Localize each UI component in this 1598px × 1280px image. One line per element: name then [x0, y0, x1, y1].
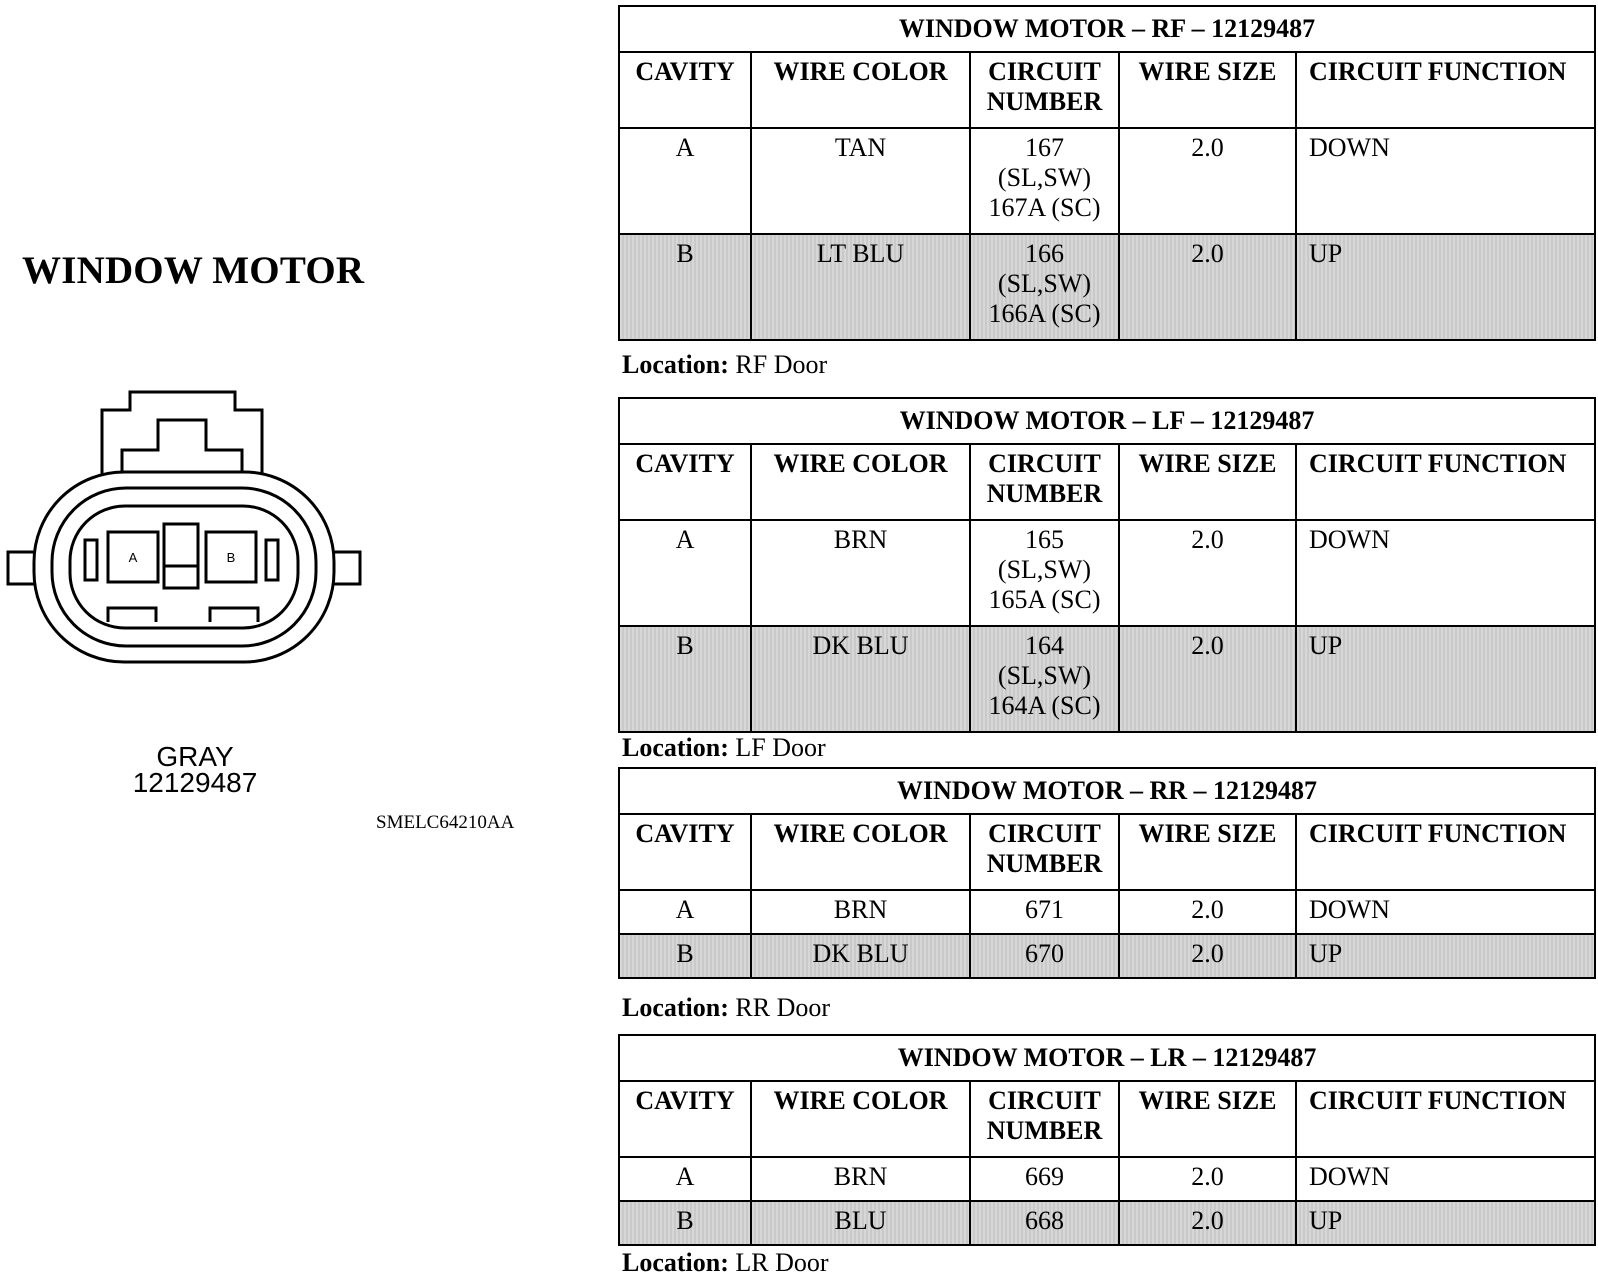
table-header-row: [619, 1081, 1595, 1157]
cell-wire-size: 2.0: [1119, 520, 1296, 626]
cell-wire-size: 2.0: [1119, 934, 1296, 978]
location-value: RF Door: [735, 350, 828, 379]
cell-circuit-function: UP: [1296, 934, 1595, 978]
cell-circuit-number: 167 (SL,SW) 167A (SC): [970, 128, 1119, 234]
cell-wire-size: 2.0: [1119, 890, 1296, 934]
cell-wire-size: 2.0: [1119, 1157, 1296, 1201]
cell-circuit-function: DOWN: [1296, 520, 1595, 626]
table-caption: WINDOW MOTOR – RR – 12129487: [619, 768, 1595, 814]
column-header-cavity: CAVITY: [619, 814, 751, 890]
table-row: [619, 1157, 1595, 1201]
cell-circuit-function: UP: [1296, 1201, 1595, 1245]
cell-circuit-number: 670: [970, 934, 1119, 978]
column-header-wire-size: WIRE SIZE: [1119, 444, 1296, 520]
cell-wire-size: 2.0: [1119, 626, 1296, 732]
cell-circuit-number: 165 (SL,SW) 165A (SC): [970, 520, 1119, 626]
table-caption: WINDOW MOTOR – RF – 12129487: [619, 6, 1595, 52]
location-label: Location:: [622, 733, 729, 762]
column-header-wire-color: WIRE COLOR: [751, 1081, 970, 1157]
table-header-row: [619, 444, 1595, 520]
table-row: [619, 520, 1595, 626]
column-header-wire-size: WIRE SIZE: [1119, 52, 1296, 128]
cell-circuit-number: 668: [970, 1201, 1119, 1245]
location-lr: [622, 1248, 829, 1278]
cell-wire-color: BRN: [751, 520, 970, 626]
location-label: Location:: [622, 993, 729, 1022]
pin-label-a: A: [128, 550, 138, 565]
connector-latch: [102, 392, 262, 482]
cell-cavity: A: [619, 128, 751, 234]
column-header-circuit-number: CIRCUIT NUMBER: [970, 444, 1119, 520]
location-value: RR Door: [735, 993, 831, 1022]
cell-cavity: B: [619, 234, 751, 340]
connector-color: GRAY: [156, 741, 234, 772]
cell-wire-size: 2.0: [1119, 1201, 1296, 1245]
connector-diagram: [0, 390, 370, 680]
table-caption: WINDOW MOTOR – LR – 12129487: [619, 1035, 1595, 1081]
table-row: [619, 626, 1595, 732]
cell-circuit-function: DOWN: [1296, 128, 1595, 234]
table-row: [619, 934, 1595, 978]
table-caption: WINDOW MOTOR – LF – 12129487: [619, 398, 1595, 444]
location-lf: [622, 733, 826, 763]
location-label: Location:: [622, 1248, 729, 1277]
cell-wire-color: DK BLU: [751, 626, 970, 732]
cell-circuit-number: 166 (SL,SW) 166A (SC): [970, 234, 1119, 340]
column-header-wire-color: WIRE COLOR: [751, 52, 970, 128]
location-value: LR Door: [735, 1248, 829, 1277]
table-row: [619, 890, 1595, 934]
column-header-circuit-function: CIRCUIT FUNCTION: [1296, 444, 1595, 520]
location-rf: [622, 350, 827, 380]
table-header-row: [619, 52, 1595, 128]
pin-table-lf: [618, 397, 1596, 733]
location-label: Location:: [622, 350, 729, 379]
cell-wire-color: BRN: [751, 1157, 970, 1201]
pin-table-rf: [618, 5, 1596, 341]
cell-wire-color: TAN: [751, 128, 970, 234]
column-header-circuit-number: CIRCUIT NUMBER: [970, 1081, 1119, 1157]
page-title: WINDOW MOTOR: [22, 249, 365, 292]
cell-cavity: B: [619, 626, 751, 732]
cell-circuit-number: 669: [970, 1157, 1119, 1201]
connector-part-number: 12129487: [132, 767, 258, 798]
column-header-wire-color: WIRE COLOR: [751, 444, 970, 520]
cell-circuit-function: UP: [1296, 626, 1595, 732]
cell-wire-color: LT BLU: [751, 234, 970, 340]
column-header-cavity: CAVITY: [619, 52, 751, 128]
column-header-circuit-function: CIRCUIT FUNCTION: [1296, 1081, 1595, 1157]
column-header-circuit-function: CIRCUIT FUNCTION: [1296, 52, 1595, 128]
cell-cavity: A: [619, 890, 751, 934]
cell-cavity: B: [619, 934, 751, 978]
cell-wire-size: 2.0: [1119, 128, 1296, 234]
pin-table-rr: [618, 767, 1596, 979]
table-row: [619, 234, 1595, 340]
column-header-wire-color: WIRE COLOR: [751, 814, 970, 890]
cell-wire-color: BRN: [751, 890, 970, 934]
cell-circuit-function: UP: [1296, 234, 1595, 340]
cell-circuit-number: 164 (SL,SW) 164A (SC): [970, 626, 1119, 732]
cell-circuit-number: 671: [970, 890, 1119, 934]
cell-wire-color: DK BLU: [751, 934, 970, 978]
cell-cavity: B: [619, 1201, 751, 1245]
connector-caption: [100, 741, 290, 798]
pin-table-lr: [618, 1034, 1596, 1246]
column-header-cavity: CAVITY: [619, 444, 751, 520]
location-rr: [622, 993, 830, 1023]
cell-cavity: A: [619, 1157, 751, 1201]
column-header-circuit-number: CIRCUIT NUMBER: [970, 814, 1119, 890]
cell-cavity: A: [619, 520, 751, 626]
figure-code: SMELC64210AA: [376, 812, 515, 833]
table-row: [619, 128, 1595, 234]
cell-wire-color: BLU: [751, 1201, 970, 1245]
table-header-row: [619, 814, 1595, 890]
cell-wire-size: 2.0: [1119, 234, 1296, 340]
column-header-wire-size: WIRE SIZE: [1119, 1081, 1296, 1157]
location-value: LF Door: [735, 733, 826, 762]
column-header-wire-size: WIRE SIZE: [1119, 814, 1296, 890]
cell-circuit-function: DOWN: [1296, 890, 1595, 934]
column-header-circuit-function: CIRCUIT FUNCTION: [1296, 814, 1595, 890]
table-row: [619, 1201, 1595, 1245]
pin-label-b: B: [226, 550, 236, 565]
column-header-cavity: CAVITY: [619, 1081, 751, 1157]
column-header-circuit-number: CIRCUIT NUMBER: [970, 52, 1119, 128]
cell-circuit-function: DOWN: [1296, 1157, 1595, 1201]
